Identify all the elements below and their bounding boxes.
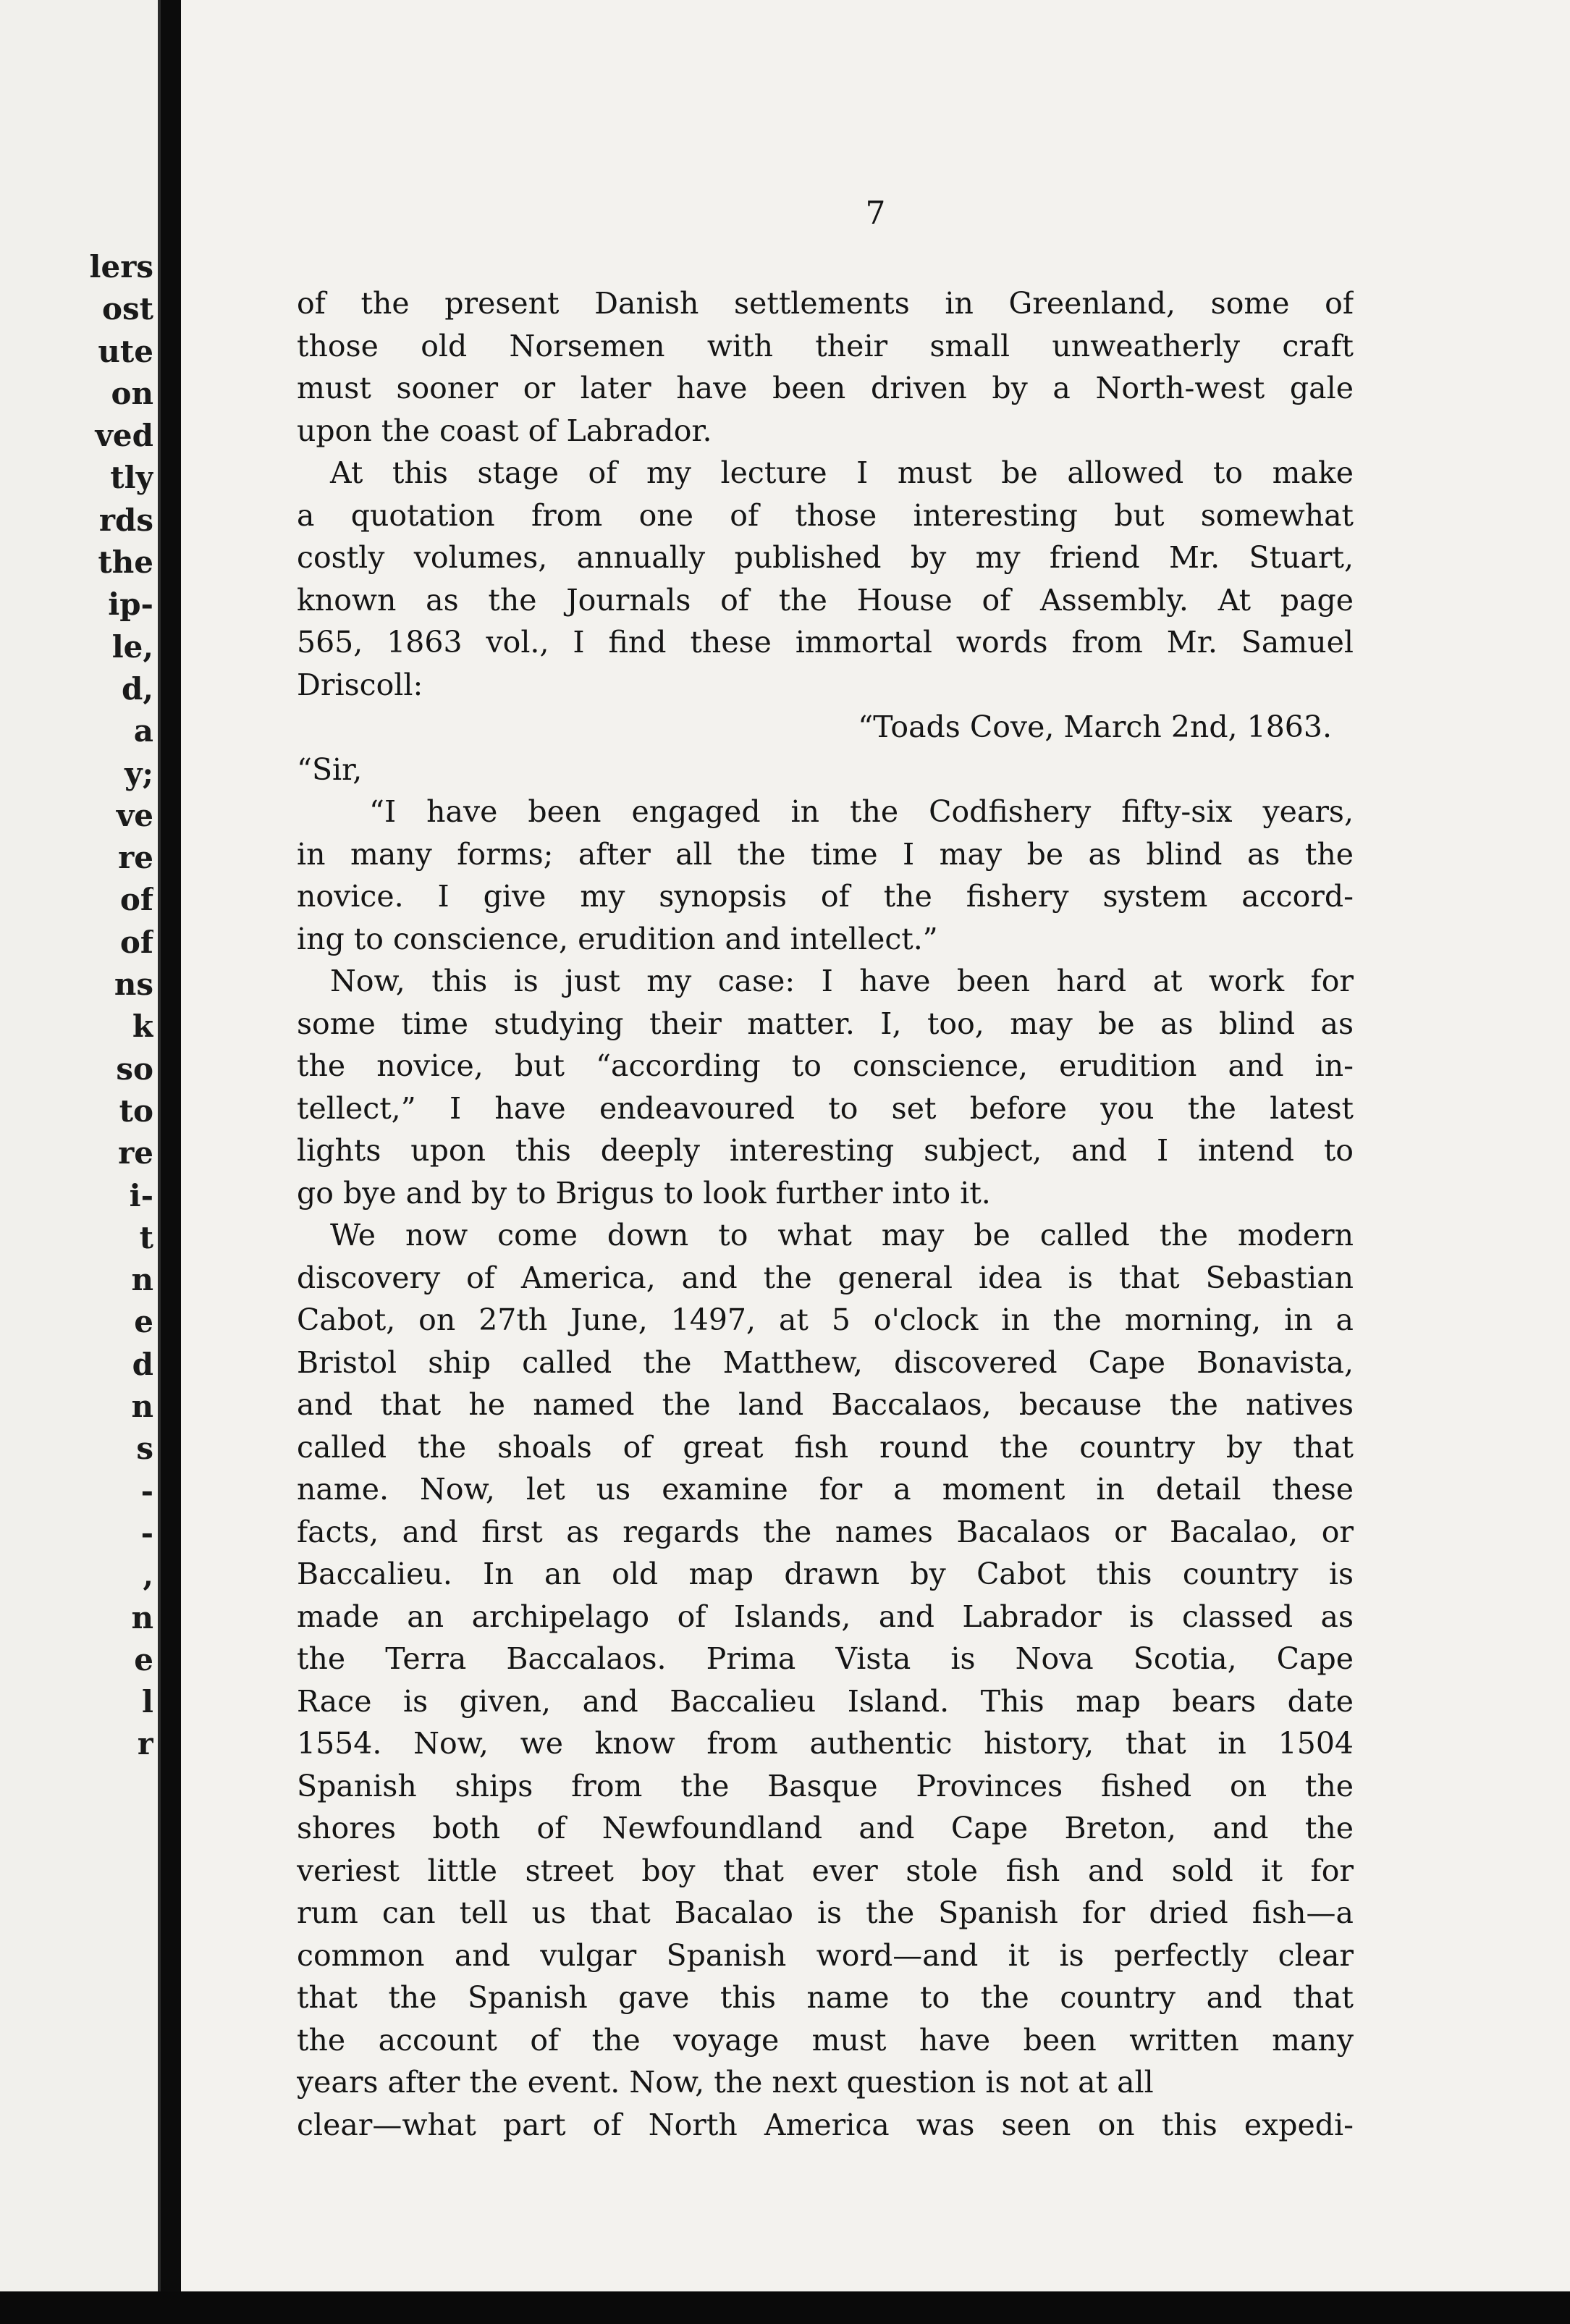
left-fragment-line: le,: [111, 628, 153, 665]
left-fragment-line: lers: [89, 249, 153, 285]
text-line: Bristol ship called the Matthew, discovered Cape Bonavista,: [297, 1344, 1354, 1380]
text-line: clear—what part of North America was seen on this expedi-: [297, 2107, 1354, 2142]
text-line: 1554. Now, we know from authentic history, that in 1504: [297, 1726, 1354, 1761]
text-line: the novice, but “according to conscience, erudition and in-: [297, 1048, 1354, 1083]
text-line: Driscoll:: [297, 667, 423, 702]
left-fragment-line: ns: [114, 967, 153, 1003]
left-fragment-line: a: [133, 713, 153, 749]
left-fragment-line: rds: [98, 502, 153, 538]
text-line: a quotation from one of those interesting but somewhat: [297, 497, 1354, 533]
text-line: and that he named the land Baccalaos, because the natives: [297, 1387, 1354, 1422]
scan-border: [0, 2291, 1570, 2324]
text-line: lights upon this deeply interesting subject, and I intend to: [297, 1133, 1354, 1168]
text-line: go bye and by to Brigus to look further into it.: [297, 1175, 991, 1211]
text-line: name. Now, let us examine for a moment in detail these: [297, 1472, 1354, 1507]
text-line: years after the event. Now, the next question is not at all: [297, 2065, 1154, 2100]
text-line: upon the coast of Labrador.: [297, 413, 712, 448]
text-line: some time studying their matter. I, too, may be as blind as: [297, 1006, 1354, 1041]
left-fragment-line: on: [111, 375, 153, 411]
text-line: facts, and first as regards the names Bacalaos or Bacalao, or: [297, 1514, 1354, 1549]
text-line: “Toads Cove, March 2nd, 1863.: [858, 710, 1332, 744]
book-page: [181, 0, 1570, 2291]
left-fragment-line: t: [139, 1219, 153, 1255]
left-fragment-line: n: [131, 1389, 153, 1425]
text-line: called the shoals of great fish round the country by that: [297, 1429, 1354, 1465]
text-line: Baccalieu. In an old map drawn by Cabot this country is: [297, 1557, 1354, 1591]
page-number: 7: [865, 195, 886, 232]
text-line: Spanish ships from the Basque Provinces fished on the: [297, 1768, 1354, 1803]
left-fragment-line: tly: [110, 460, 153, 496]
text-line: veriest little street boy that ever stole fish and sold it for: [297, 1853, 1354, 1888]
left-fragment-line: so: [116, 1051, 153, 1087]
left-fragment-line: y;: [124, 755, 153, 791]
left-fragment-line: ost: [101, 291, 153, 327]
text-line: costly volumes, annually published by my friend Mr. Stuart,: [297, 540, 1354, 575]
text-line: of the present Danish settlements in Greenland, some of: [297, 286, 1354, 321]
left-fragment-line: re: [118, 1135, 153, 1171]
text-line: tellect,” I have endeavoured to set before you the latest: [297, 1090, 1354, 1126]
left-fragment-line: -: [140, 1473, 153, 1509]
left-fragment-line: ip-: [108, 586, 153, 623]
text-line: Now, this is just my case: I have been hard at work for: [330, 964, 1354, 998]
previous-page-edge: [0, 0, 161, 2291]
text-line: discovery of America, and the general idea is that Sebastian: [297, 1260, 1354, 1295]
left-fragment-line: d: [132, 1346, 153, 1382]
text-line: Race is given, and Baccalieu Island. This map bears date: [297, 1683, 1354, 1719]
previous-page-text-fragments: [4, 246, 153, 1766]
left-fragment-line: n: [131, 1262, 153, 1298]
page-body-text: [297, 282, 1354, 2146]
left-fragment-line: ute: [98, 333, 153, 369]
text-line: At this stage of my lecture I must be allowed to make: [330, 455, 1354, 490]
left-fragment-line: ved: [95, 418, 153, 454]
text-line: rum can tell us that Bacalao is the Spanish for dried fish—a: [297, 1895, 1354, 1930]
text-line: Cabot, on 27th June, 1497, at 5 o'clock in the morning, in a: [297, 1302, 1354, 1337]
left-fragment-line: ve: [116, 797, 153, 833]
left-fragment-line: e: [134, 1641, 153, 1677]
text-line: the account of the voyage must have been written many: [297, 2022, 1354, 2058]
text-line: must sooner or later have been driven by a North-west gale: [297, 371, 1354, 405]
left-fragment-line: d,: [122, 670, 153, 707]
left-fragment-line: k: [132, 1009, 153, 1045]
text-line: 565, 1863 vol., I find these immortal words from Mr. Samuel: [297, 625, 1354, 660]
left-fragment-line: n: [131, 1599, 153, 1635]
left-fragment-line: l: [142, 1684, 153, 1720]
left-fragment-line: re: [118, 840, 153, 876]
text-line: shores both of Newfoundland and Cape Breton, and the: [297, 1811, 1354, 1845]
left-fragment-line: ,: [143, 1557, 153, 1593]
left-fragment-line: to: [119, 1092, 153, 1129]
left-fragment-line: e: [134, 1304, 153, 1340]
text-line: novice. I give my synopsis of the fishery system accord-: [297, 879, 1354, 914]
left-fragment-line: -: [140, 1515, 153, 1551]
left-fragment-line: of: [119, 882, 153, 918]
text-line: made an archipelago of Islands, and Labrador is classed as: [297, 1599, 1354, 1634]
text-line: that the Spanish gave this name to the country and that: [297, 1980, 1354, 2015]
left-fragment-line: the: [98, 544, 153, 581]
text-line: in many forms; after all the time I may be as blind as the: [297, 836, 1354, 872]
text-line: We now come down to what may be called the modern: [330, 1218, 1354, 1252]
text-line: ing to conscience, erudition and intellect.”: [297, 921, 938, 956]
text-line: the Terra Baccalaos. Prima Vista is Nova Scotia, Cape: [297, 1641, 1354, 1676]
text-line: those old Norsemen with their small unweatherly craft: [297, 328, 1354, 363]
text-line: known as the Journals of the House of Assembly. At page: [297, 582, 1354, 618]
left-fragment-line: of: [119, 924, 153, 960]
text-line: “Sir,: [297, 751, 363, 787]
left-fragment-line: r: [137, 1726, 153, 1762]
text-line: “I have been engaged in the Codfishery fifty-six years,: [369, 794, 1354, 829]
left-fragment-line: i-: [129, 1177, 153, 1213]
left-fragment-line: s: [136, 1431, 153, 1467]
text-line: common and vulgar Spanish word—and it is perfectly clear: [297, 1937, 1354, 1973]
